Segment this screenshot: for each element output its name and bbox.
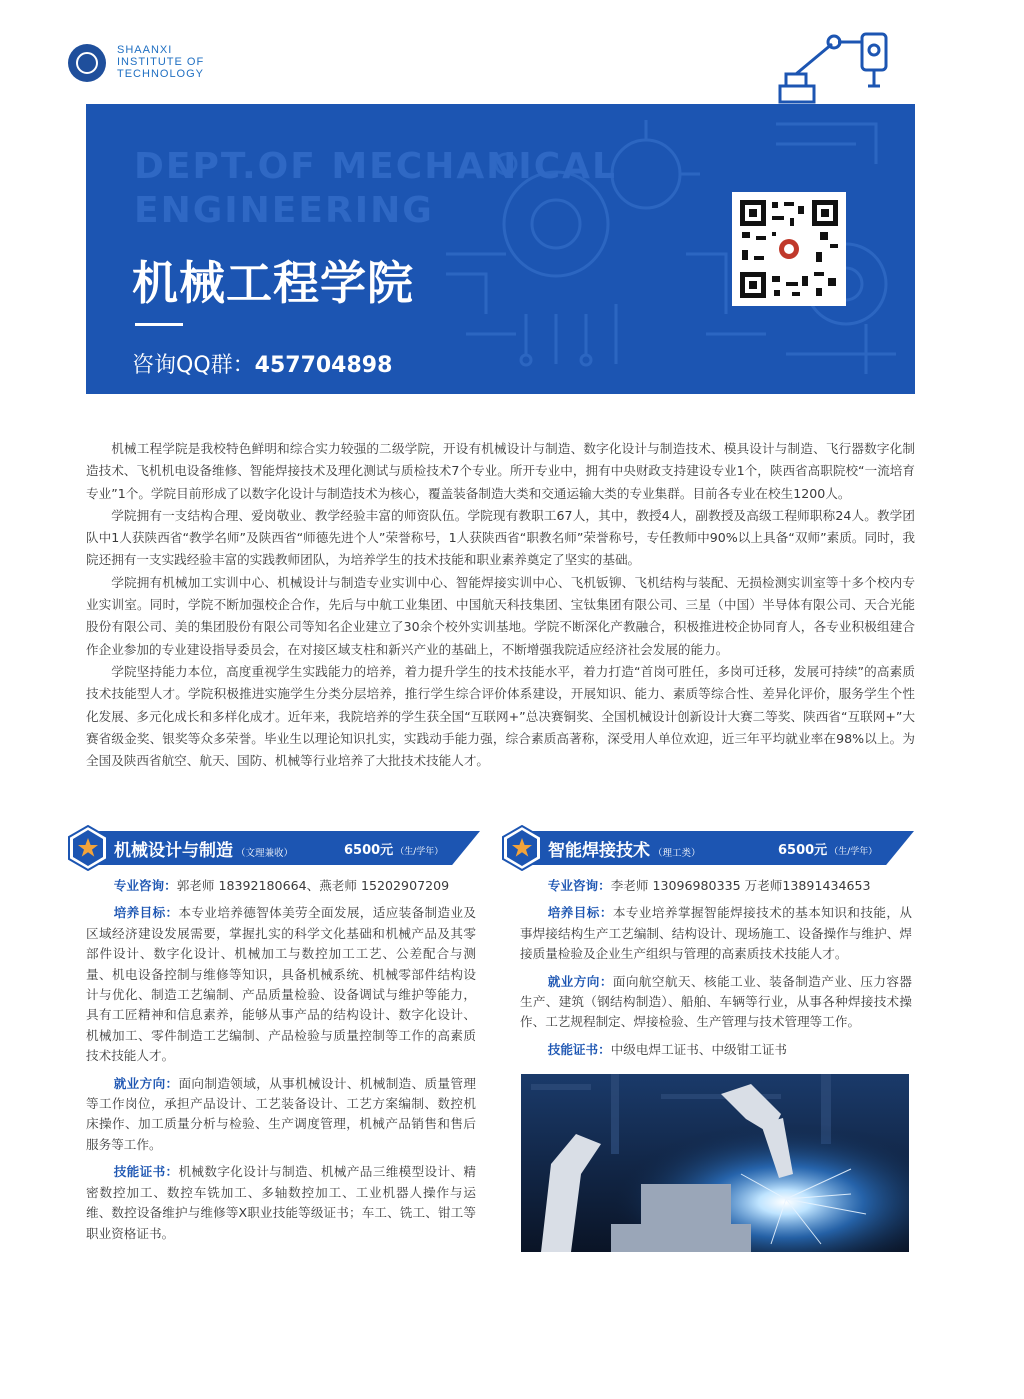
major-category: （文理兼收） (236, 848, 294, 859)
major-header-intelligent-welding (502, 825, 914, 871)
consult-label: 专业咨询： (113, 878, 177, 893)
consult-value: 郭老师 18392180664、燕老师 15202907209 (176, 878, 450, 893)
welding-robot-image-icon (521, 1074, 909, 1252)
major-name (114, 836, 293, 861)
tuition-fee (778, 839, 877, 858)
school-logo-text (117, 44, 204, 80)
intro-paragraph: 机械工程学院是我校特色鲜明和综合实力较强的二级学院，开设有机械设计与制造、数字化设计与制造技术、模具设计与制造、飞行器数字化制造技术、飞机机电设备维修、智能焊接技术及理化测试与质检技术7个专业。所开专业中，拥有中央财政支持建设专业1个，陕西省高职院校“一流培育专业”1个。学院目前形成了以数字化设计与制造技术为核心，覆盖装备制造大类和交通运输大类的专业集群。目前各专业在校生1200人。 (86, 441, 915, 501)
cert-row (86, 1162, 476, 1244)
goal-row (520, 903, 912, 964)
goal-value: 本专业培养德智体美劳全面发展，适应装备制造业及区域经济建设发展需要，掌握扎实的科学文化基础和机械产品及其零部件设计、数字化设计、机械加工与数控加工工艺、公差配合与测量、机电设备控制与维修等知识，具备机械系统、机械零部件结构设计与优化、制造工艺编制、产品质量检验、设备调试与维护等能力，具有工匠精神和信息素养，能够从事产品的结构设计、数字化设计、机械加工、零件制造工艺编制、产品检验与质量控制等工作的高素质技术技能人才。 (86, 905, 477, 1064)
robot-arm-icon (772, 30, 902, 110)
goal-label: 培养目标： (113, 905, 179, 921)
job-value: 面向航空航天、核能工业、装备制造产业、压力容器生产、建筑（钢结构制造）、船舶、车辆等行业，从事各种焊接技术操作、工艺规程制定、焊接检验、生产管理与技术管理等工作。 (520, 973, 913, 1030)
goal-row (86, 903, 476, 1066)
job-label: 就业方向： (547, 973, 613, 989)
qq-label: 咨询QQ群： (132, 353, 255, 378)
welding-robot-photo (521, 1074, 909, 1252)
school-logo-emblem (68, 44, 106, 82)
intro-paragraph: 学院坚持能力本位，高度重视学生实践能力的培养，着力提升学生的技术技能水平，着力打造“首岗可胜任，多岗可迁移，发展可持续”的高素质技术技能型人才。学院积极推进实施学生分类分层培养，推行学生综合评价体系建设，开展知识、能力、素质等综合性、差异化评价，服务学生个性化发展、多元化成长和多样化成才。近年来，我院培养的学生获全国“互联网+”总决赛铜奖、全国机械设计创新设计大赛二等奖、陕西省“互联网+”大赛省级金奖、银奖等众多荣誉。毕业生以理论知识扎实，实践动手能力强，综合素质高著称，深受用人单位欢迎，近三年平均就业率在98%以上。为全国及陕西省航空、航天、国防、机械等行业培养了大批技术技能人才。 (86, 663, 915, 769)
fee-amount: 6500元 (344, 843, 394, 858)
major-details-mechanical-design (86, 876, 476, 1251)
cert-row (520, 1040, 912, 1060)
qr-code-icon (732, 192, 846, 306)
dept-english-line2: ENGINEERING (134, 190, 434, 231)
consult-row (520, 876, 912, 896)
department-introduction (86, 438, 915, 772)
qq-number: 457704898 (254, 353, 393, 378)
consult-row (86, 876, 476, 896)
major-category: （理工类） (653, 848, 701, 859)
cert-label: 技能证书： (113, 1164, 179, 1180)
major-name (548, 836, 701, 861)
fee-unit: （生/学年） (395, 847, 444, 857)
consult-value: 李老师 13096980335 万老师13891434653 (610, 878, 871, 893)
dept-english-line1: DEPT.OF MECHANICAL (134, 146, 617, 187)
logo-line: SHAANXI (117, 44, 173, 56)
major-header-mechanical-design (68, 825, 480, 871)
tuition-fee (344, 839, 443, 858)
job-value: 面向制造领域，从事机械设计、机械制造、质量管理等工作岗位，承担产品设计、工艺装备设计、工艺方案编制、数控机床操作、加工质量分析与检验、生产调度管理，机械产品销售和售后服务等工作。 (86, 1075, 477, 1152)
fee-unit: （生/学年） (829, 847, 878, 857)
goal-value: 本专业培养掌握智能焊接技术的基本知识和技能，从事焊接结构生产工艺编制、结构设计、现场施工、设备操作与维护、焊接质量检验及企业生产组织与管理的高素质技术技能人才。 (520, 905, 913, 962)
cert-label: 技能证书： (547, 1041, 611, 1057)
cert-value: 机械数字化设计与制造、机械产品三维模型设计、精密数控加工、数控车铣加工、多轴数控加工、工业机器人操作与运维、数控设备维护与维修等X职业技能等级证书；车工、铣工、钳工等职业资格证书。 (86, 1164, 477, 1241)
title-divider (135, 323, 183, 326)
fee-amount: 6500元 (778, 843, 828, 858)
major-details-intelligent-welding (520, 876, 912, 1067)
logo-line: TECHNOLOGY (117, 68, 205, 80)
cert-value: 中级电焊工证书、中级钳工证书 (610, 1041, 787, 1057)
qq-group-info (132, 348, 392, 379)
job-row (520, 972, 912, 1033)
star-hexagon-icon (68, 825, 108, 871)
job-row (86, 1074, 476, 1156)
intro-paragraph: 学院拥有机械加工实训中心、机械设计与制造专业实训中心、智能焊接实训中心、飞机钣铆、飞机结构与装配、无损检测实训室等十多个校内专业实训室。同时，学院不断加强校企合作，先后与中航工业集团、中国航天科技集团、宝钛集团有限公司、三星（中国）半导体有限公司、天合光能股份有限公司、美的集团股份有限公司等知名企业建立了30余个校外实训基地。学院不断深化产教融合，积极推进校企协同育人，各专业积极组建合作企业参加的专业建设指导委员会，在对接区域支柱和新兴产业的基础上，不断增强我院适应经济社会发展的能力。 (86, 574, 915, 657)
logo-line: INSTITUTE OF (117, 56, 205, 68)
intro-paragraph: 学院拥有一支结构合理、爱岗敬业、教学经验丰富的师资队伍。学院现有教职工67人，其中，教授4人，副教授及高级工程师职称24人。教学团队中1人获陕西省“教学名师”及陕西省“师德先进个人”荣誉称号，1人获陕西省“职教名师”荣誉称号，专任教师中90%以上具备“双师”素质。同时，我院还拥有一支实践经验丰富的实践教师团队，为培养学生的技术技能和职业素养奠定了坚实的基础。 (86, 507, 915, 568)
major-title: 智能焊接技术 (548, 841, 650, 861)
job-label: 就业方向： (113, 1075, 179, 1091)
department-banner (86, 104, 915, 394)
qr-code[interactable] (732, 192, 846, 306)
page-title: 机械工程学院 (132, 256, 414, 310)
goal-label: 培养目标： (547, 905, 613, 921)
consult-label: 专业咨询： (547, 878, 611, 893)
major-title: 机械设计与制造 (114, 841, 233, 861)
star-hexagon-icon (502, 825, 542, 871)
